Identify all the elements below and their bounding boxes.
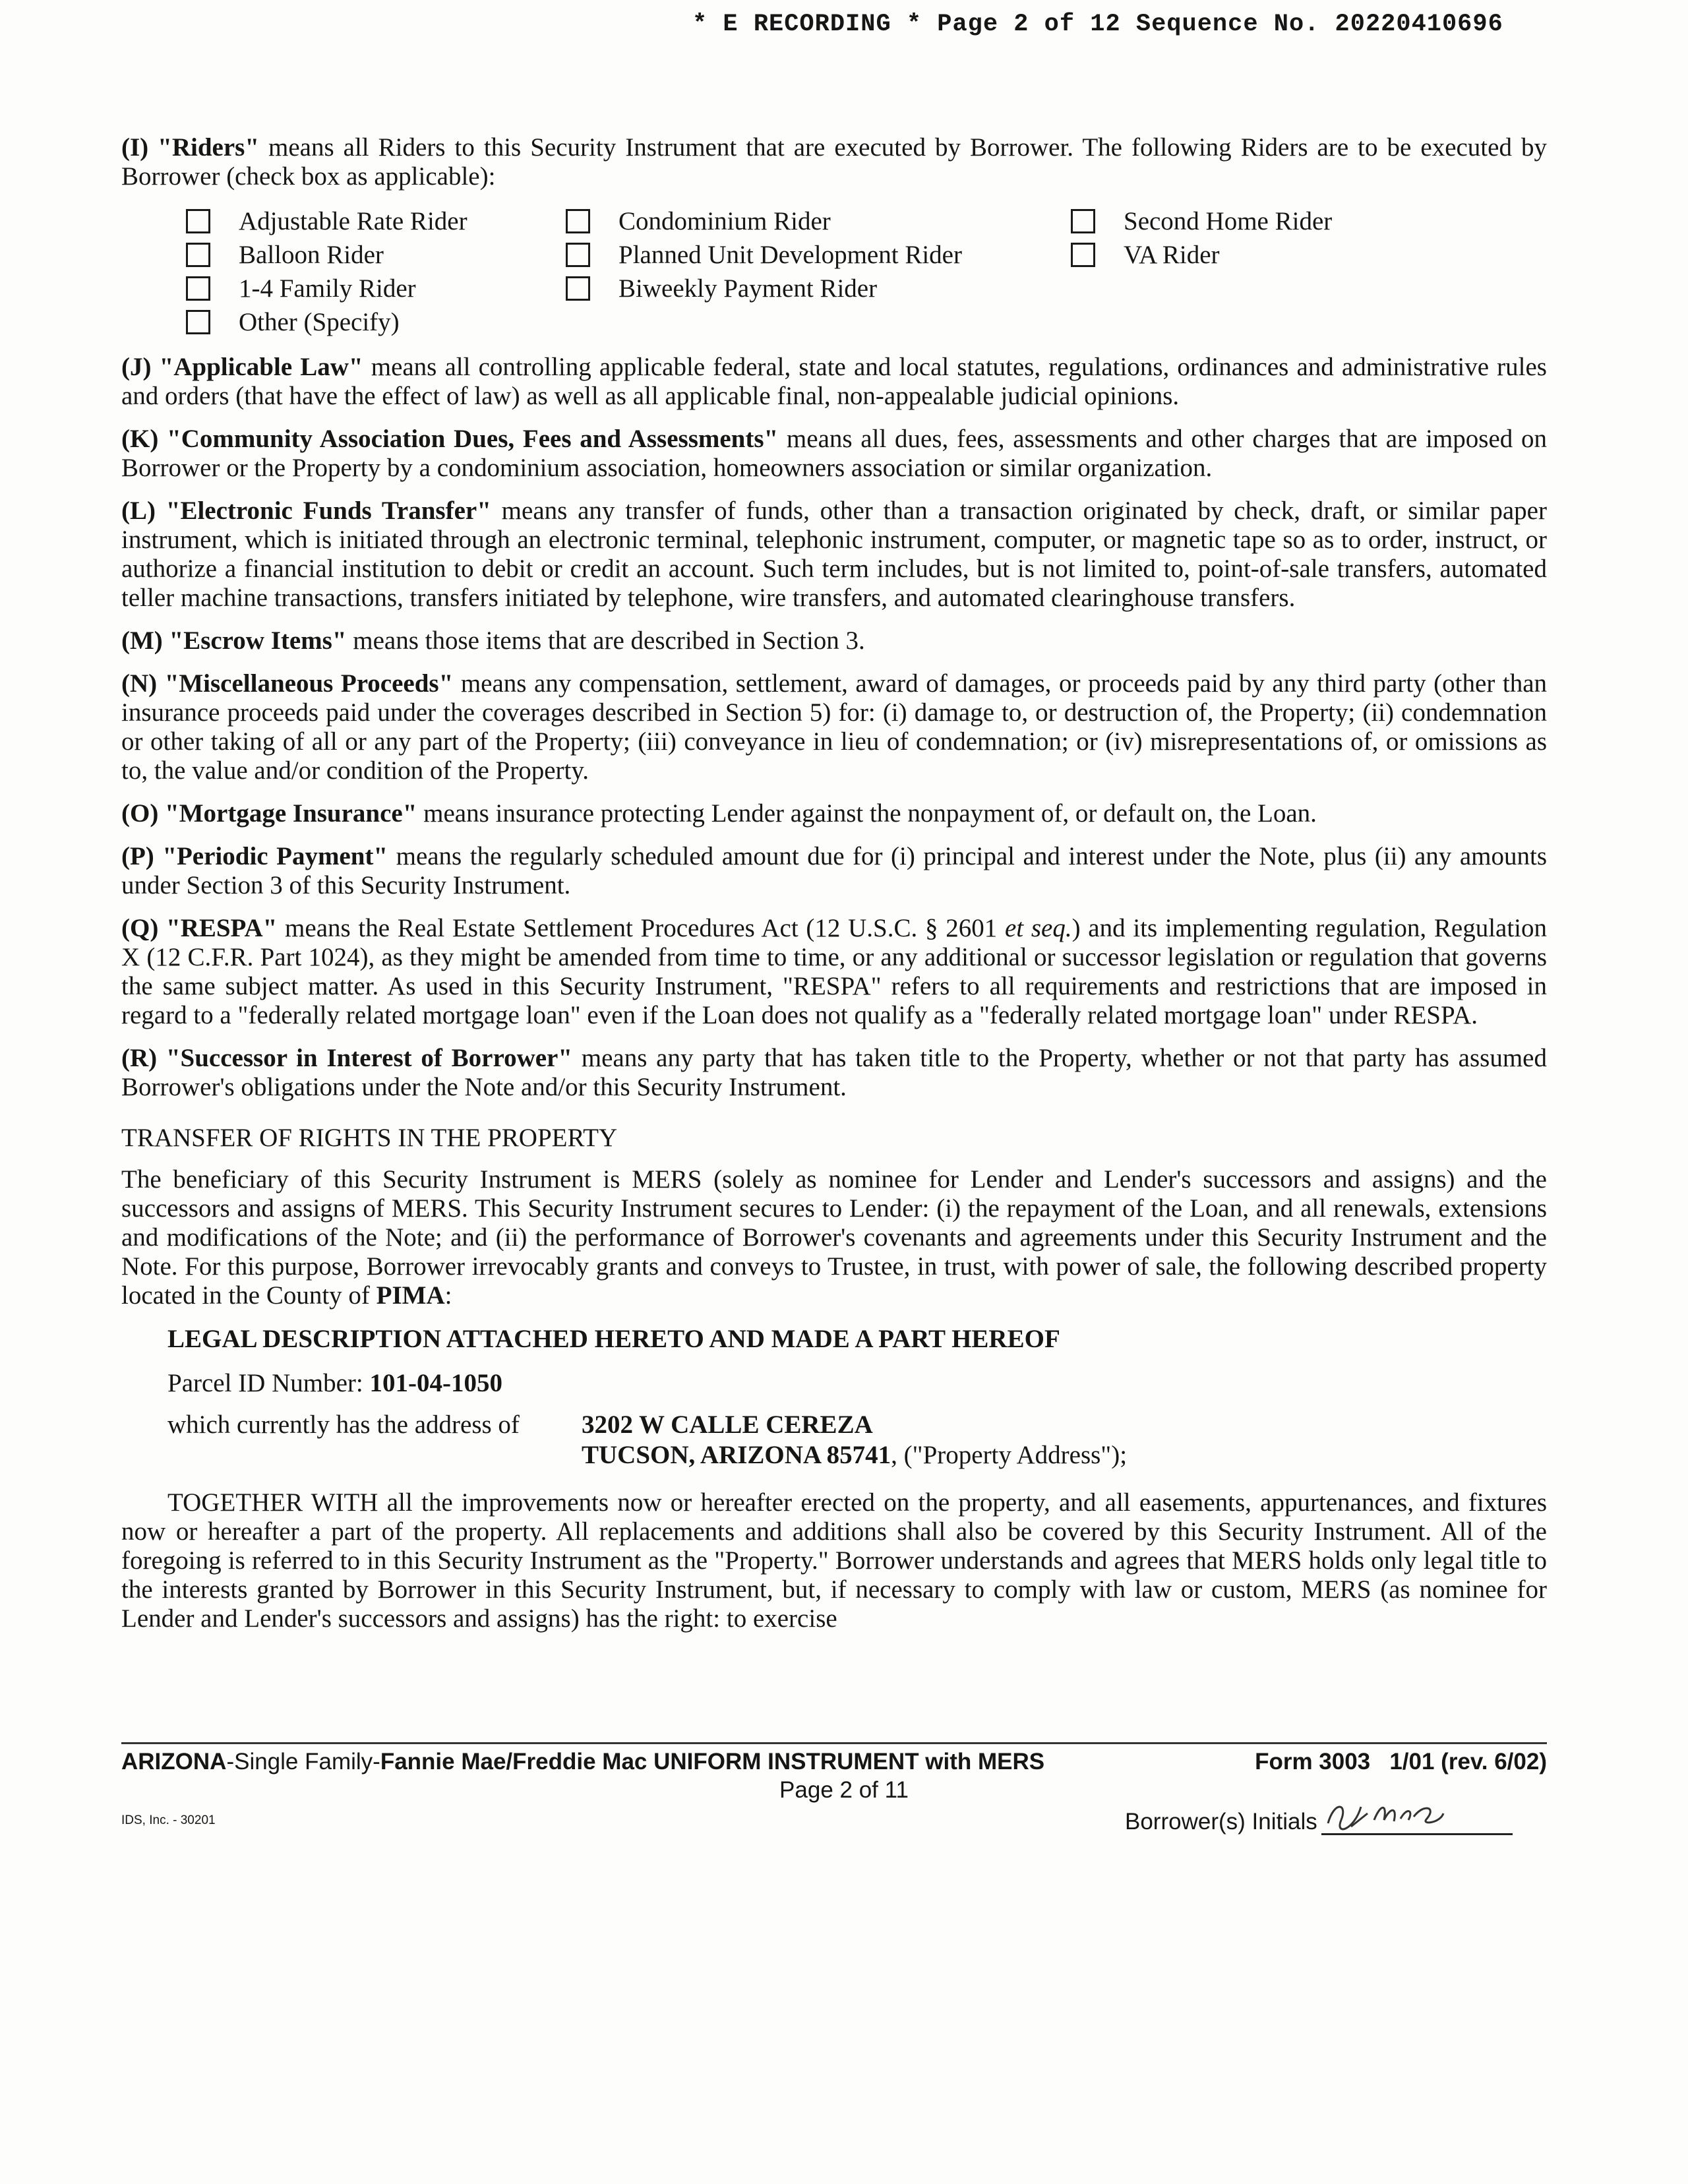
checkbox-icon[interactable] bbox=[186, 276, 210, 301]
checkbox-other-rider[interactable] bbox=[186, 306, 566, 338]
term-label: (Q) "RESPA" bbox=[121, 914, 278, 942]
property-block bbox=[167, 1324, 1547, 1471]
footer-ids: IDS, Inc. - 30201 bbox=[121, 1813, 216, 1827]
definition-periodic-payment bbox=[121, 842, 1547, 900]
term-italic: et seq. bbox=[1004, 914, 1072, 942]
definition-electronic-funds bbox=[121, 497, 1547, 613]
county-name: PIMA bbox=[376, 1281, 445, 1310]
checkbox-planned-unit-rider[interactable] bbox=[566, 239, 1071, 270]
footer-family: -Single Family- bbox=[226, 1749, 380, 1774]
term-label: (N) "Miscellaneous Proceeds" bbox=[121, 669, 454, 698]
term-text: ) and its implementing regulation, Regulation X (12 C.F.R. Part 1024), as they might be amended from time to time, or any additional or successor legislation or regulation that governs the same subject matter. As used in this Security Instrument, "RESPA" refers to all requirements and restrictions that are imposed in regard to a "federally related mortgage loan" even if the Loan does not qualify as a "federally related mortgage loan" under RESPA. bbox=[121, 914, 1548, 1029]
address-city-state-zip: TUCSON, ARIZONA 85741 bbox=[582, 1441, 891, 1469]
term-text: means any transfer of funds, other than a transaction originated by check, draft, or similar paper instrument, which is initiated through an electronic terminal, telephonic instrument, computer, or magnetic tape so as to order, instruct, or authorize a financial institution to debit or credit an account. Such term includes, but is not limited to, point-of-sale transfers, automated teller machine transactions, transfers initiated by telephone, wire transfers, and automated clearinghouse transfers. bbox=[121, 497, 1547, 612]
footer-state: ARIZONA bbox=[121, 1749, 227, 1774]
footer-uniform: Fannie Mae/Freddie Mac UNIFORM INSTRUMENT with MERS bbox=[380, 1749, 1045, 1774]
definition-escrow-items bbox=[121, 626, 1547, 655]
checkbox-va-rider[interactable] bbox=[1071, 239, 1460, 270]
footer-page-number: Page 2 of 11 bbox=[779, 1777, 909, 1803]
transfer-paragraph bbox=[121, 1165, 1547, 1310]
term-text: means any compensation, settlement, award of damages, or proceeds paid by any third party (other than insurance proceeds paid under the coverages described in Section 5) for: (i) damage to, or destruction of, the Property; (ii) condemnation or other taking of all or any part of the Property; (iii) conveyance in lieu of condemnation; or (iv) misrepresentations of, or omissions as to, the value and/or condition of the Property. bbox=[121, 669, 1548, 785]
term-text: means the Real Estate Settlement Procedures Act (12 U.S.C. § 2601 bbox=[277, 914, 1005, 942]
together-with-paragraph: TOGETHER WITH all the improvements now or hereafter erected on the property, and all easements, appurtenances, and fixtures now or hereafter a part of the property. All replacements and additions shall also be covered by this Security Instrument. All of the foregoing is referred to in this Security Instrument as the "Property." Borrower understands and agrees that MERS holds only legal title to the interests granted by Borrower in this Security Instrument, but, if necessary to comply with law or custom, MERS (as nominee for Lender and Lender's successors and assigns) has the right: to exercise bbox=[121, 1488, 1547, 1633]
term-text: means all dues, fees, assessments and other charges that are imposed on Borrower or the Property by a condominium association, homeowners association or similar organization. bbox=[121, 425, 1547, 482]
footer-instrument-title bbox=[121, 1749, 1044, 1775]
address-line-1: 3202 W CALLE CEREZA bbox=[582, 1410, 873, 1439]
borrower-initials bbox=[1125, 1795, 1513, 1835]
checkbox-1-4-family-rider[interactable] bbox=[186, 272, 566, 304]
checkbox-label: Second Home Rider bbox=[1124, 206, 1333, 235]
checkbox-icon[interactable] bbox=[566, 243, 590, 267]
document-body bbox=[121, 133, 1547, 1647]
definition-respa bbox=[121, 914, 1547, 1030]
definition-successor-in-interest bbox=[121, 1044, 1547, 1102]
transfer-text: The beneficiary of this Security Instrument is MERS (solely as nominee for Lender and Lender's successors and assigns) and the successors and assigns of MERS. This Security Instrument secures to Lender: (i) the repayment of the Loan, and all renewals, extensions and modifications of the Note; and (ii) the performance of Borrower's covenants and agreements under this Security Instrument and the Note. For this purpose, Borrower irrevocably grants and conveys to Trustee, in trust, with power of sale, the following described property located in the County of bbox=[121, 1165, 1547, 1310]
term-label: (M) "Escrow Items" bbox=[121, 626, 347, 655]
checkbox-icon[interactable] bbox=[186, 243, 210, 267]
term-label: (R) "Successor in Interest of Borrower" bbox=[121, 1044, 573, 1072]
checkbox-label: Adjustable Rate Rider bbox=[239, 206, 467, 235]
footer-rule bbox=[121, 1742, 1547, 1744]
address-line-2 bbox=[582, 1440, 1127, 1471]
parcel-label: Parcel ID Number: bbox=[167, 1369, 370, 1397]
initials-label: Borrower(s) Initials bbox=[1125, 1809, 1317, 1835]
address-suffix: , ("Property Address"); bbox=[891, 1441, 1128, 1469]
term-text: means all Riders to this Security Instrument that are executed by Borrower. The following Riders are to be executed by Borrower (check box as applicable): bbox=[121, 133, 1547, 191]
checkbox-condominium-rider[interactable] bbox=[566, 205, 1071, 237]
checkbox-icon[interactable] bbox=[566, 276, 590, 301]
address-lines bbox=[582, 1410, 1127, 1471]
parcel-number: 101-04-1050 bbox=[369, 1369, 502, 1397]
term-label: (K) "Community Association Dues, Fees and Assessments" bbox=[121, 425, 779, 453]
term-label: (O) "Mortgage Insurance" bbox=[121, 799, 417, 828]
definition-riders bbox=[121, 133, 1547, 191]
checkbox-label: Other (Specify) bbox=[239, 307, 400, 336]
term-text: means the regularly scheduled amount due for (i) principal and interest under the Note, plus (ii) any amounts under Section 3 of this Security Instrument. bbox=[121, 842, 1547, 899]
parcel-id bbox=[167, 1368, 1547, 1398]
term-text: means all controlling applicable federal, state and local statutes, regulations, ordinances and administrative rules and orders (that have the effect of law) as well as all applicable final, non-appealable judicial opinions. bbox=[121, 353, 1547, 410]
checkbox-label: Balloon Rider bbox=[239, 240, 384, 269]
term-label: (J) "Applicable Law" bbox=[121, 353, 363, 381]
definition-misc-proceeds bbox=[121, 669, 1547, 785]
term-label: (L) "Electronic Funds Transfer" bbox=[121, 497, 491, 525]
checkbox-balloon-rider[interactable] bbox=[186, 239, 566, 270]
checkbox-icon[interactable] bbox=[1071, 243, 1095, 267]
footer-form-number: Form 3003 1/01 (rev. 6/02) bbox=[1255, 1749, 1547, 1774]
checkbox-icon[interactable] bbox=[1071, 209, 1095, 233]
checkbox-adjustable-rate-rider[interactable] bbox=[186, 205, 566, 237]
checkbox-second-home-rider[interactable] bbox=[1071, 205, 1460, 237]
grid-spacer bbox=[1071, 272, 1460, 304]
checkbox-biweekly-payment-rider[interactable] bbox=[566, 272, 1071, 304]
checkbox-icon[interactable] bbox=[566, 209, 590, 233]
recording-header: * E RECORDING * Page 2 of 12 Sequence No. 20220410696 bbox=[692, 11, 1503, 38]
checkbox-label: Condominium Rider bbox=[618, 206, 831, 235]
transfer-end: : bbox=[444, 1281, 452, 1310]
checkbox-icon[interactable] bbox=[186, 209, 210, 233]
address-lead: which currently has the address of bbox=[167, 1410, 520, 1439]
rider-checkbox-grid bbox=[186, 205, 1547, 338]
term-label: (I) "Riders" bbox=[121, 133, 259, 162]
transfer-heading: TRANSFER OF RIGHTS IN THE PROPERTY bbox=[121, 1124, 618, 1152]
definition-applicable-law bbox=[121, 353, 1547, 411]
initials-signature-icon bbox=[1321, 1794, 1453, 1833]
checkbox-label: Planned Unit Development Rider bbox=[618, 240, 962, 269]
checkbox-label: Biweekly Payment Rider bbox=[618, 274, 878, 303]
initials-field[interactable] bbox=[1321, 1795, 1513, 1835]
term-text: means those items that are described in Section 3. bbox=[346, 626, 865, 655]
term-label: (P) "Periodic Payment" bbox=[121, 842, 388, 870]
checkbox-icon[interactable] bbox=[186, 310, 210, 334]
footer-form-line bbox=[121, 1749, 1547, 1775]
checkbox-label: VA Rider bbox=[1124, 240, 1220, 269]
term-text: means any party that has taken title to the Property, whether or not that party has assumed Borrower's obligations under the Note and/or this Security Instrument. bbox=[121, 1044, 1547, 1101]
definition-mortgage-insurance bbox=[121, 799, 1547, 828]
property-address bbox=[167, 1410, 1547, 1471]
definition-community-dues bbox=[121, 425, 1547, 483]
term-text: means insurance protecting Lender against the nonpayment of, or default on, the Loan. bbox=[417, 799, 1317, 828]
legal-description: LEGAL DESCRIPTION ATTACHED HERETO AND MADE A PART HEREOF bbox=[167, 1325, 1060, 1353]
checkbox-label: 1-4 Family Rider bbox=[239, 274, 416, 303]
